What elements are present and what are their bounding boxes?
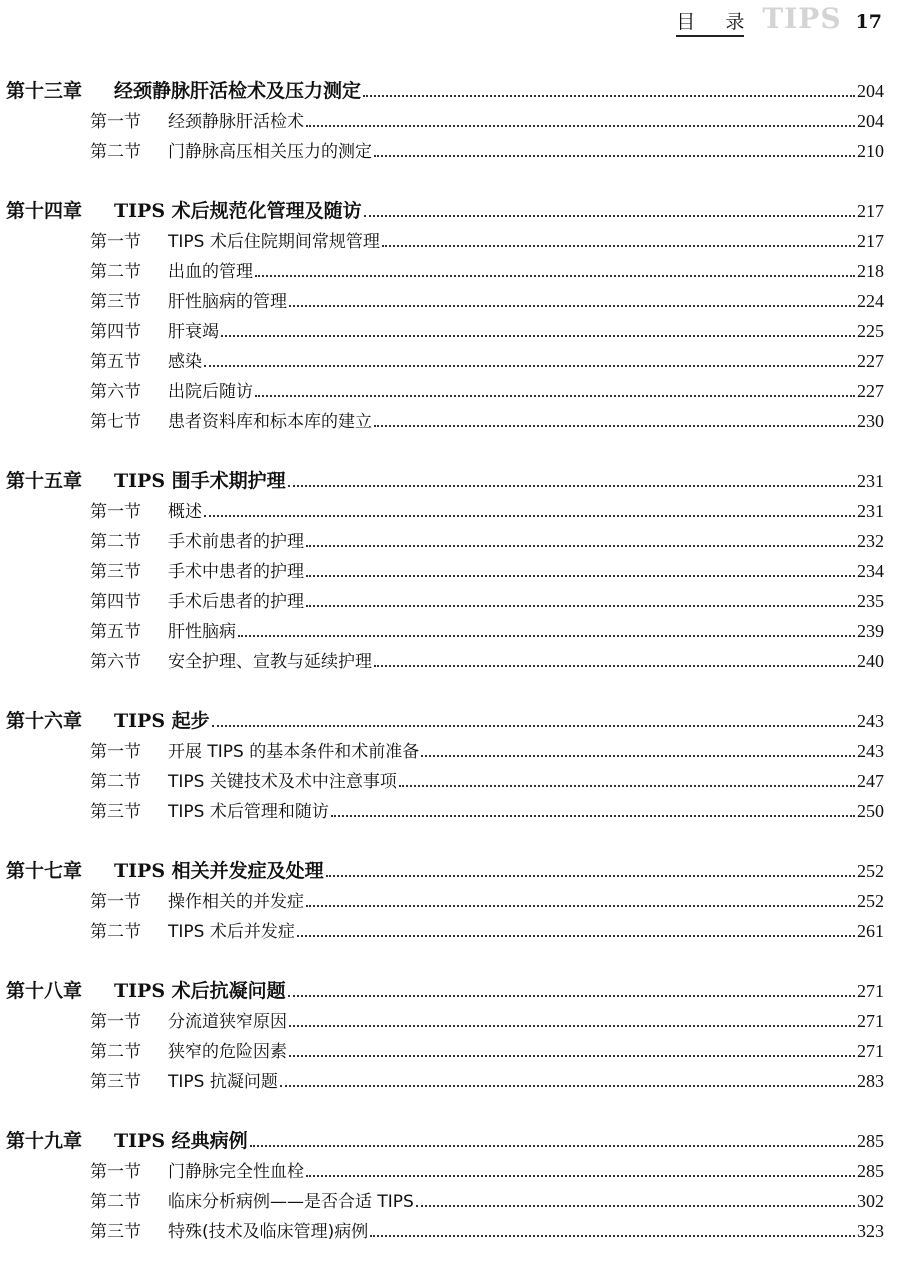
page-ref: 204	[857, 111, 884, 131]
section-number: 第二节	[90, 1042, 141, 1062]
section-entry[interactable]	[0, 286, 884, 316]
chapter-entry[interactable]	[0, 976, 884, 1006]
section-entry[interactable]	[0, 616, 884, 646]
section-number: 第六节	[90, 382, 141, 402]
section-number: 第一节	[90, 232, 141, 252]
section-entry[interactable]	[0, 1186, 884, 1216]
page-ref: 247	[857, 771, 884, 791]
page-ref: 271	[857, 1011, 884, 1031]
section-entry[interactable]	[0, 1036, 884, 1066]
dot-leader	[364, 215, 855, 217]
page-ref: 235	[857, 591, 884, 611]
section-entry[interactable]	[0, 1066, 884, 1096]
page-ref: 234	[857, 561, 884, 581]
section-entry[interactable]	[0, 496, 884, 526]
section-number: 第四节	[90, 322, 141, 342]
toc-heading: 目录	[676, 9, 744, 37]
section-title: 门静脉完全性血栓	[168, 1162, 304, 1182]
chapter-entry[interactable]	[0, 466, 884, 496]
chapter-block	[0, 196, 884, 436]
page-ref: 252	[857, 861, 884, 881]
section-number: 第二节	[90, 772, 141, 792]
chapter-number: 第十五章	[6, 470, 83, 492]
running-header	[676, 2, 882, 37]
chapter-number: 第十四章	[6, 200, 83, 222]
page-ref: 217	[857, 201, 884, 221]
section-entry[interactable]	[0, 226, 884, 256]
dot-leader	[306, 1175, 855, 1177]
dot-leader	[289, 1025, 855, 1027]
section-number: 第五节	[90, 622, 141, 642]
page-ref: 243	[857, 741, 884, 761]
page-ref: 250	[857, 801, 884, 821]
section-title: 出血的管理	[168, 262, 253, 282]
section-entry[interactable]	[0, 736, 884, 766]
section-title: 安全护理、宣教与延续护理	[168, 652, 372, 672]
section-number: 第一节	[90, 1162, 141, 1182]
chapter-number: 第十八章	[6, 980, 83, 1002]
section-entry[interactable]	[0, 346, 884, 376]
section-number: 第七节	[90, 412, 141, 432]
dot-leader	[306, 905, 855, 907]
section-title: TIPS 关键技术及术中注意事项	[168, 772, 397, 792]
page-ref: 217	[857, 231, 884, 251]
dot-leader	[374, 425, 855, 427]
section-entry[interactable]	[0, 406, 884, 436]
section-number: 第二节	[90, 142, 141, 162]
page-ref: 323	[857, 1221, 884, 1241]
chapter-entry[interactable]	[0, 706, 884, 736]
section-entry[interactable]	[0, 796, 884, 826]
page-ref: 204	[857, 81, 884, 101]
section-title: 经颈静脉肝活检术	[168, 112, 304, 132]
page-ref: 232	[857, 531, 884, 551]
section-title: TIPS 抗凝问题	[168, 1072, 278, 1092]
section-number: 第二节	[90, 1192, 141, 1212]
chapter-block	[0, 76, 884, 166]
section-entry[interactable]	[0, 1006, 884, 1036]
dot-leader	[288, 485, 855, 487]
section-entry[interactable]	[0, 526, 884, 556]
section-number: 第二节	[90, 262, 141, 282]
dot-leader	[289, 305, 855, 307]
section-title: 手术后患者的护理	[168, 592, 304, 612]
chapter-number: 第十六章	[6, 710, 83, 732]
section-title: 手术中患者的护理	[168, 562, 304, 582]
dot-leader	[204, 515, 855, 517]
dot-leader	[212, 725, 855, 727]
section-title: TIPS 术后并发症	[168, 922, 295, 942]
section-entry[interactable]	[0, 376, 884, 406]
chapter-block	[0, 466, 884, 676]
page-ref: 271	[857, 981, 884, 1001]
chapter-block	[0, 856, 884, 946]
dot-leader	[280, 1085, 855, 1087]
dot-leader	[374, 665, 855, 667]
chapter-entry[interactable]	[0, 856, 884, 886]
chapter-block	[0, 1126, 884, 1246]
page-ref: 239	[857, 621, 884, 641]
section-title: TIPS 术后住院期间常规管理	[168, 232, 380, 252]
section-title: 患者资料库和标本库的建立	[168, 412, 372, 432]
section-number: 第三节	[90, 1072, 141, 1092]
dot-leader	[421, 755, 855, 757]
section-number: 第六节	[90, 652, 141, 672]
chapter-title: TIPS 起步	[114, 710, 210, 732]
page-ref: 285	[857, 1161, 884, 1181]
section-title: 特殊(技术及临床管理)病例	[168, 1222, 369, 1242]
page-ref: 218	[857, 261, 884, 281]
dot-leader	[221, 335, 855, 337]
section-entry[interactable]	[0, 586, 884, 616]
table-of-contents	[0, 76, 884, 1276]
dot-leader	[238, 635, 855, 637]
dot-leader	[255, 275, 855, 277]
dot-leader	[326, 875, 855, 877]
dot-leader	[288, 995, 855, 997]
section-title: 操作相关的并发症	[168, 892, 304, 912]
chapter-title: TIPS 相关并发症及处理	[114, 860, 324, 882]
chapter-title: TIPS 术后抗凝问题	[114, 980, 286, 1002]
section-number: 第二节	[90, 532, 141, 552]
chapter-entry[interactable]	[0, 1126, 884, 1156]
section-number: 第三节	[90, 802, 141, 822]
page-ref: 302	[857, 1191, 884, 1211]
chapter-entry[interactable]	[0, 76, 884, 106]
section-title: 开展 TIPS 的基本条件和术前准备	[168, 742, 420, 762]
section-entry[interactable]	[0, 556, 884, 586]
dot-leader	[363, 95, 855, 97]
section-title: 出院后随访	[168, 382, 253, 402]
chapter-number: 第十七章	[6, 860, 83, 882]
chapter-title: TIPS 术后规范化管理及随访	[114, 200, 362, 222]
page-number: 17	[855, 11, 882, 33]
section-title: 肝性脑病的管理	[168, 292, 287, 312]
section-number: 第五节	[90, 352, 141, 372]
section-title: 肝衰竭	[168, 322, 219, 342]
dot-leader	[382, 245, 855, 247]
section-entry[interactable]	[0, 1216, 884, 1246]
page-ref: 261	[857, 921, 884, 941]
page-ref: 230	[857, 411, 884, 431]
chapter-title: TIPS 经典病例	[114, 1130, 248, 1152]
section-title: 概述	[168, 502, 202, 522]
dot-leader	[374, 155, 855, 157]
section-title: 狭窄的危险因素	[168, 1042, 287, 1062]
section-entry[interactable]	[0, 886, 884, 916]
section-title: 分流道狭窄原因	[168, 1012, 287, 1032]
page-ref: 283	[857, 1071, 884, 1091]
dot-leader	[255, 395, 855, 397]
dot-leader	[204, 365, 855, 367]
section-entry[interactable]	[0, 916, 884, 946]
dot-leader	[306, 125, 855, 127]
section-entry[interactable]	[0, 1156, 884, 1186]
dot-leader	[297, 935, 855, 937]
section-number: 第二节	[90, 922, 141, 942]
page-ref: 285	[857, 1131, 884, 1151]
page-ref: 210	[857, 141, 884, 161]
page-ref: 224	[857, 291, 884, 311]
page-ref: 240	[857, 651, 884, 671]
page-ref: 252	[857, 891, 884, 911]
section-number: 第一节	[90, 112, 141, 132]
section-entry[interactable]	[0, 316, 884, 346]
section-title: 临床分析病例——是否合适 TIPS	[168, 1192, 414, 1212]
section-title: 手术前患者的护理	[168, 532, 304, 552]
section-number: 第一节	[90, 892, 141, 912]
section-entry[interactable]	[0, 256, 884, 286]
chapter-title: TIPS 围手术期护理	[114, 470, 286, 492]
dot-leader	[416, 1205, 855, 1207]
section-entry[interactable]	[0, 136, 884, 166]
page-ref: 227	[857, 351, 884, 371]
dot-leader	[306, 605, 855, 607]
section-number: 第一节	[90, 502, 141, 522]
section-number: 第三节	[90, 292, 141, 312]
page-ref: 271	[857, 1041, 884, 1061]
section-entry[interactable]	[0, 766, 884, 796]
section-entry[interactable]	[0, 646, 884, 676]
section-number: 第三节	[90, 1222, 141, 1242]
tips-watermark: TIPS	[762, 2, 842, 35]
dot-leader	[370, 1235, 855, 1237]
chapter-block	[0, 976, 884, 1096]
section-title: 肝性脑病	[168, 622, 236, 642]
dot-leader	[306, 545, 855, 547]
section-title: 感染	[168, 352, 202, 372]
chapter-number: 第十三章	[6, 80, 83, 102]
dot-leader	[289, 1055, 855, 1057]
section-number: 第一节	[90, 1012, 141, 1032]
page-ref: 231	[857, 471, 884, 491]
chapter-title: 经颈静脉肝活检术及压力测定	[114, 80, 362, 102]
chapter-entry[interactable]	[0, 196, 884, 226]
dot-leader	[250, 1145, 855, 1147]
dot-leader	[331, 815, 855, 817]
page-ref: 225	[857, 321, 884, 341]
section-number: 第三节	[90, 562, 141, 582]
chapter-number: 第十九章	[6, 1130, 83, 1152]
page-ref: 243	[857, 711, 884, 731]
section-number: 第四节	[90, 592, 141, 612]
dot-leader	[306, 575, 855, 577]
section-title: TIPS 术后管理和随访	[168, 802, 329, 822]
dot-leader	[399, 785, 855, 787]
section-entry[interactable]	[0, 106, 884, 136]
chapter-block	[0, 706, 884, 826]
page-ref: 231	[857, 501, 884, 521]
section-number: 第一节	[90, 742, 141, 762]
page-ref: 227	[857, 381, 884, 401]
section-title: 门静脉高压相关压力的测定	[168, 142, 372, 162]
